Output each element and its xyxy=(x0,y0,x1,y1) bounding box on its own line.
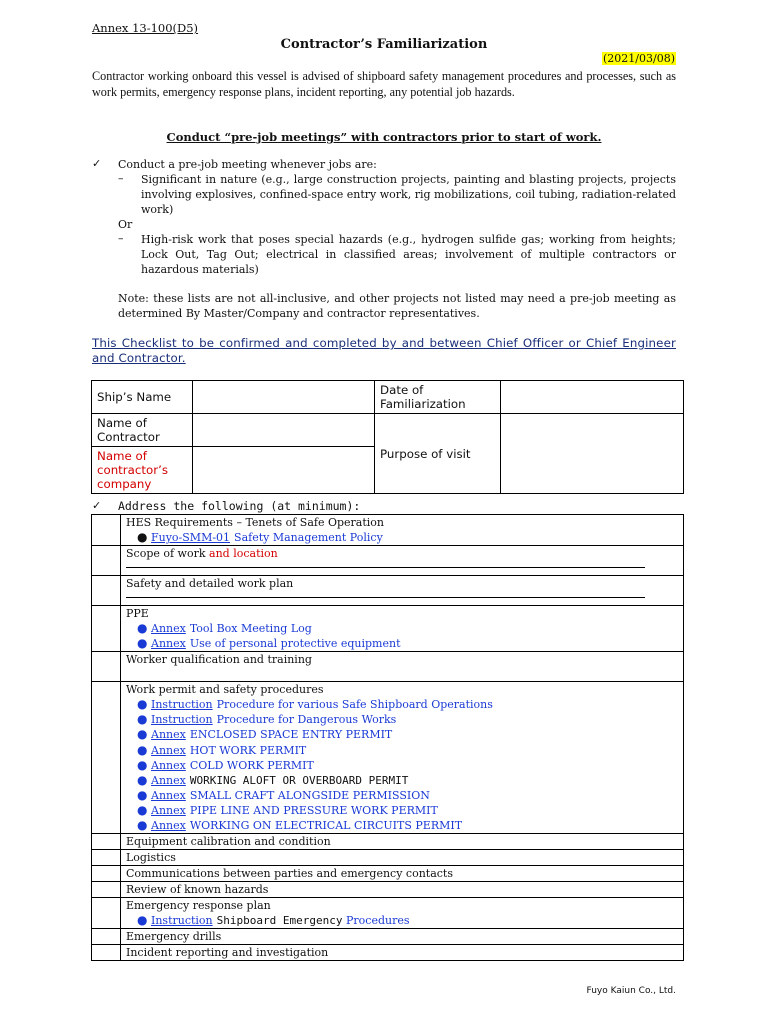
ref-link[interactable]: Annex xyxy=(151,819,186,833)
date-of-familiarization-field[interactable] xyxy=(501,381,684,414)
fill-line[interactable] xyxy=(126,591,645,598)
ref-link[interactable]: Annex xyxy=(151,743,186,757)
row-title: Review of known hazards xyxy=(126,883,269,897)
checkbox-cell[interactable] xyxy=(92,546,121,576)
checkbox-cell[interactable] xyxy=(92,515,121,546)
checkmark-icon: ✓ xyxy=(92,499,102,512)
row-title: Emergency response plan xyxy=(126,899,271,913)
contractor-company-label: Name of contractor’s company xyxy=(92,447,193,494)
row-title: Equipment calibration and condition xyxy=(126,835,331,849)
bullet-icon: ● xyxy=(137,802,148,817)
row-title: HES Requirements – Tenets of Safe Operation xyxy=(126,516,384,529)
ref-link[interactable]: Fuyo-SMM-01 xyxy=(151,531,231,544)
familiarization-info-table xyxy=(91,380,684,494)
checkbox-cell[interactable] xyxy=(92,882,121,898)
revision-date: (2021/03/08) xyxy=(603,52,675,65)
checkbox-cell[interactable] xyxy=(92,606,121,652)
ref-text: Tool Box Meeting Log xyxy=(189,622,312,636)
address-heading: Address the following (at minimum): xyxy=(118,499,361,513)
contractor-company-field[interactable] xyxy=(193,447,375,494)
company-footer: Fuyo Kaiun Co., Ltd. xyxy=(586,986,676,996)
ref-text: WORKING ON ELECTRICAL CIRCUITS PERMIT xyxy=(189,819,463,833)
purpose-of-visit-field[interactable] xyxy=(501,414,684,494)
bullet-icon: ● xyxy=(137,697,148,712)
checkbox-cell[interactable] xyxy=(92,576,121,606)
checkbox-cell[interactable] xyxy=(92,850,121,866)
ref-link[interactable]: Annex xyxy=(151,803,186,817)
row-title: Safety and detailed work plan xyxy=(126,577,294,591)
ref-text: Shipboard Emergency xyxy=(216,914,343,928)
fill-line[interactable] xyxy=(126,561,645,568)
row-hazards xyxy=(121,882,684,898)
name-of-contractor-label: Name of Contractor xyxy=(92,414,193,447)
bullet-icon: ● xyxy=(137,913,148,928)
ref-text: SMALL CRAFT ALONGSIDE PERMISSION xyxy=(189,788,430,802)
ref-link[interactable]: Annex xyxy=(151,622,186,636)
checkbox-cell[interactable] xyxy=(92,834,121,850)
bullet-icon: ● xyxy=(137,772,148,787)
row-hes xyxy=(121,515,684,546)
note-paragraph: Note: these lists are not all-inclusive, and other projects not listed may need a pre-job meeting as determined By Master/Company and contractor representatives. xyxy=(118,292,676,320)
row-title: Scope of work xyxy=(126,547,206,561)
dash-icon: – xyxy=(118,232,124,245)
checkbox-cell[interactable] xyxy=(92,652,121,682)
ref-link[interactable]: Annex xyxy=(151,637,186,651)
ref-link[interactable]: Instruction xyxy=(151,914,213,928)
criteria-item-high-risk: High-risk work that poses special hazards (e.g., hydrogen sulfide gas; working from heights; Lock Out, Tag Out; electrical in classified areas; involvement of multiple contractors or hazardous materials) xyxy=(141,233,676,276)
bullet-icon: ● xyxy=(137,757,148,772)
ref-text: COLD WORK PERMIT xyxy=(189,758,314,772)
row-communications xyxy=(121,866,684,882)
annex-code: Annex 13-100(D5) xyxy=(92,21,199,35)
row-title: Communications between parties and emergency contacts xyxy=(126,867,453,881)
ref-text: WORKING ALOFT OR OVERBOARD PERMIT xyxy=(189,773,409,787)
row-title: Emergency drills xyxy=(126,930,222,944)
document-title: Contractor’s Familiarization xyxy=(280,37,488,52)
conduct-heading: Conduct “pre-job meetings” with contractors prior to start of work. xyxy=(166,130,602,144)
dash-icon: – xyxy=(118,172,124,185)
row-title-highlight: and location xyxy=(209,547,278,561)
bullet-icon: ● xyxy=(137,636,148,651)
bullet-icon: ● xyxy=(137,818,148,833)
ref-text: Safety Management Policy xyxy=(234,531,383,544)
row-title: PPE xyxy=(126,607,149,621)
ref-text: PIPE LINE AND PRESSURE WORK PERMIT xyxy=(189,803,438,817)
checkbox-cell[interactable] xyxy=(92,945,121,961)
checkbox-cell[interactable] xyxy=(92,929,121,945)
bullet-icon: ● xyxy=(137,712,148,727)
row-logistics xyxy=(121,850,684,866)
purpose-of-visit-label: Purpose of visit xyxy=(375,414,501,494)
or-text: Or xyxy=(118,218,133,231)
intro-paragraph: Contractor working onboard this vessel is advised of shipboard safety management procedures and processes, such as work permits, emergency response plans, incident reporting, any potential job hazards. xyxy=(92,69,676,99)
row-equipment xyxy=(121,834,684,850)
row-title: Work permit and safety procedures xyxy=(126,683,324,697)
row-safety-plan xyxy=(121,576,684,606)
name-of-contractor-field[interactable] xyxy=(193,414,375,447)
bullet-icon: ● xyxy=(137,787,148,802)
row-title: Incident reporting and investigation xyxy=(126,946,329,960)
bullet-icon: ● xyxy=(137,742,148,757)
ref-link[interactable]: Instruction xyxy=(151,698,213,712)
ref-text: Procedure for Dangerous Works xyxy=(216,713,397,727)
ships-name-field[interactable] xyxy=(193,381,375,414)
row-permit xyxy=(121,682,684,834)
checkmark-icon: ✓ xyxy=(92,157,102,170)
row-worker xyxy=(121,652,684,682)
ref-link[interactable]: Annex xyxy=(151,758,186,772)
ref-text: Use of personal protective equipment xyxy=(189,637,401,651)
ships-name-label: Ship’s Name xyxy=(92,381,193,414)
checklist-table xyxy=(91,514,684,961)
ref-link[interactable]: Annex xyxy=(151,728,186,742)
row-title: Logistics xyxy=(126,851,176,865)
conduct-intro: Conduct a pre-job meeting whenever jobs are: xyxy=(118,158,377,171)
checklist-note: This Checklist to be confirmed and completed by and between Chief Officer or Chief Engineer and Contractor. xyxy=(92,336,676,365)
row-emergency-plan xyxy=(121,898,684,929)
checkbox-cell[interactable] xyxy=(92,866,121,882)
bullet-icon: ● xyxy=(137,530,148,544)
date-of-familiarization-label: Date of Familiarization xyxy=(375,381,501,414)
checkbox-cell[interactable] xyxy=(92,682,121,834)
ref-link[interactable]: Annex xyxy=(151,788,186,802)
ref-link[interactable]: Annex xyxy=(151,773,186,787)
ref-text: Procedure for various Safe Shipboard Operations xyxy=(216,698,493,712)
checkbox-cell[interactable] xyxy=(92,898,121,929)
row-incident xyxy=(121,945,684,961)
ref-text: Procedures xyxy=(346,914,410,928)
row-title: Worker qualification and training xyxy=(126,653,312,667)
criteria-item-significant: Significant in nature (e.g., large construction projects, painting and blasting projects, projects involving explosives, confined-space entry work, rig mobilizations, coil tubing, radiation-related work) xyxy=(141,173,676,216)
row-ppe xyxy=(121,606,684,652)
bullet-icon: ● xyxy=(137,621,148,636)
ref-link[interactable]: Instruction xyxy=(151,713,213,727)
bullet-icon: ● xyxy=(137,727,148,742)
row-scope xyxy=(121,546,684,576)
ref-text: ENCLOSED SPACE ENTRY PERMIT xyxy=(189,728,393,742)
ref-text: HOT WORK PERMIT xyxy=(189,743,307,757)
row-drills xyxy=(121,929,684,945)
